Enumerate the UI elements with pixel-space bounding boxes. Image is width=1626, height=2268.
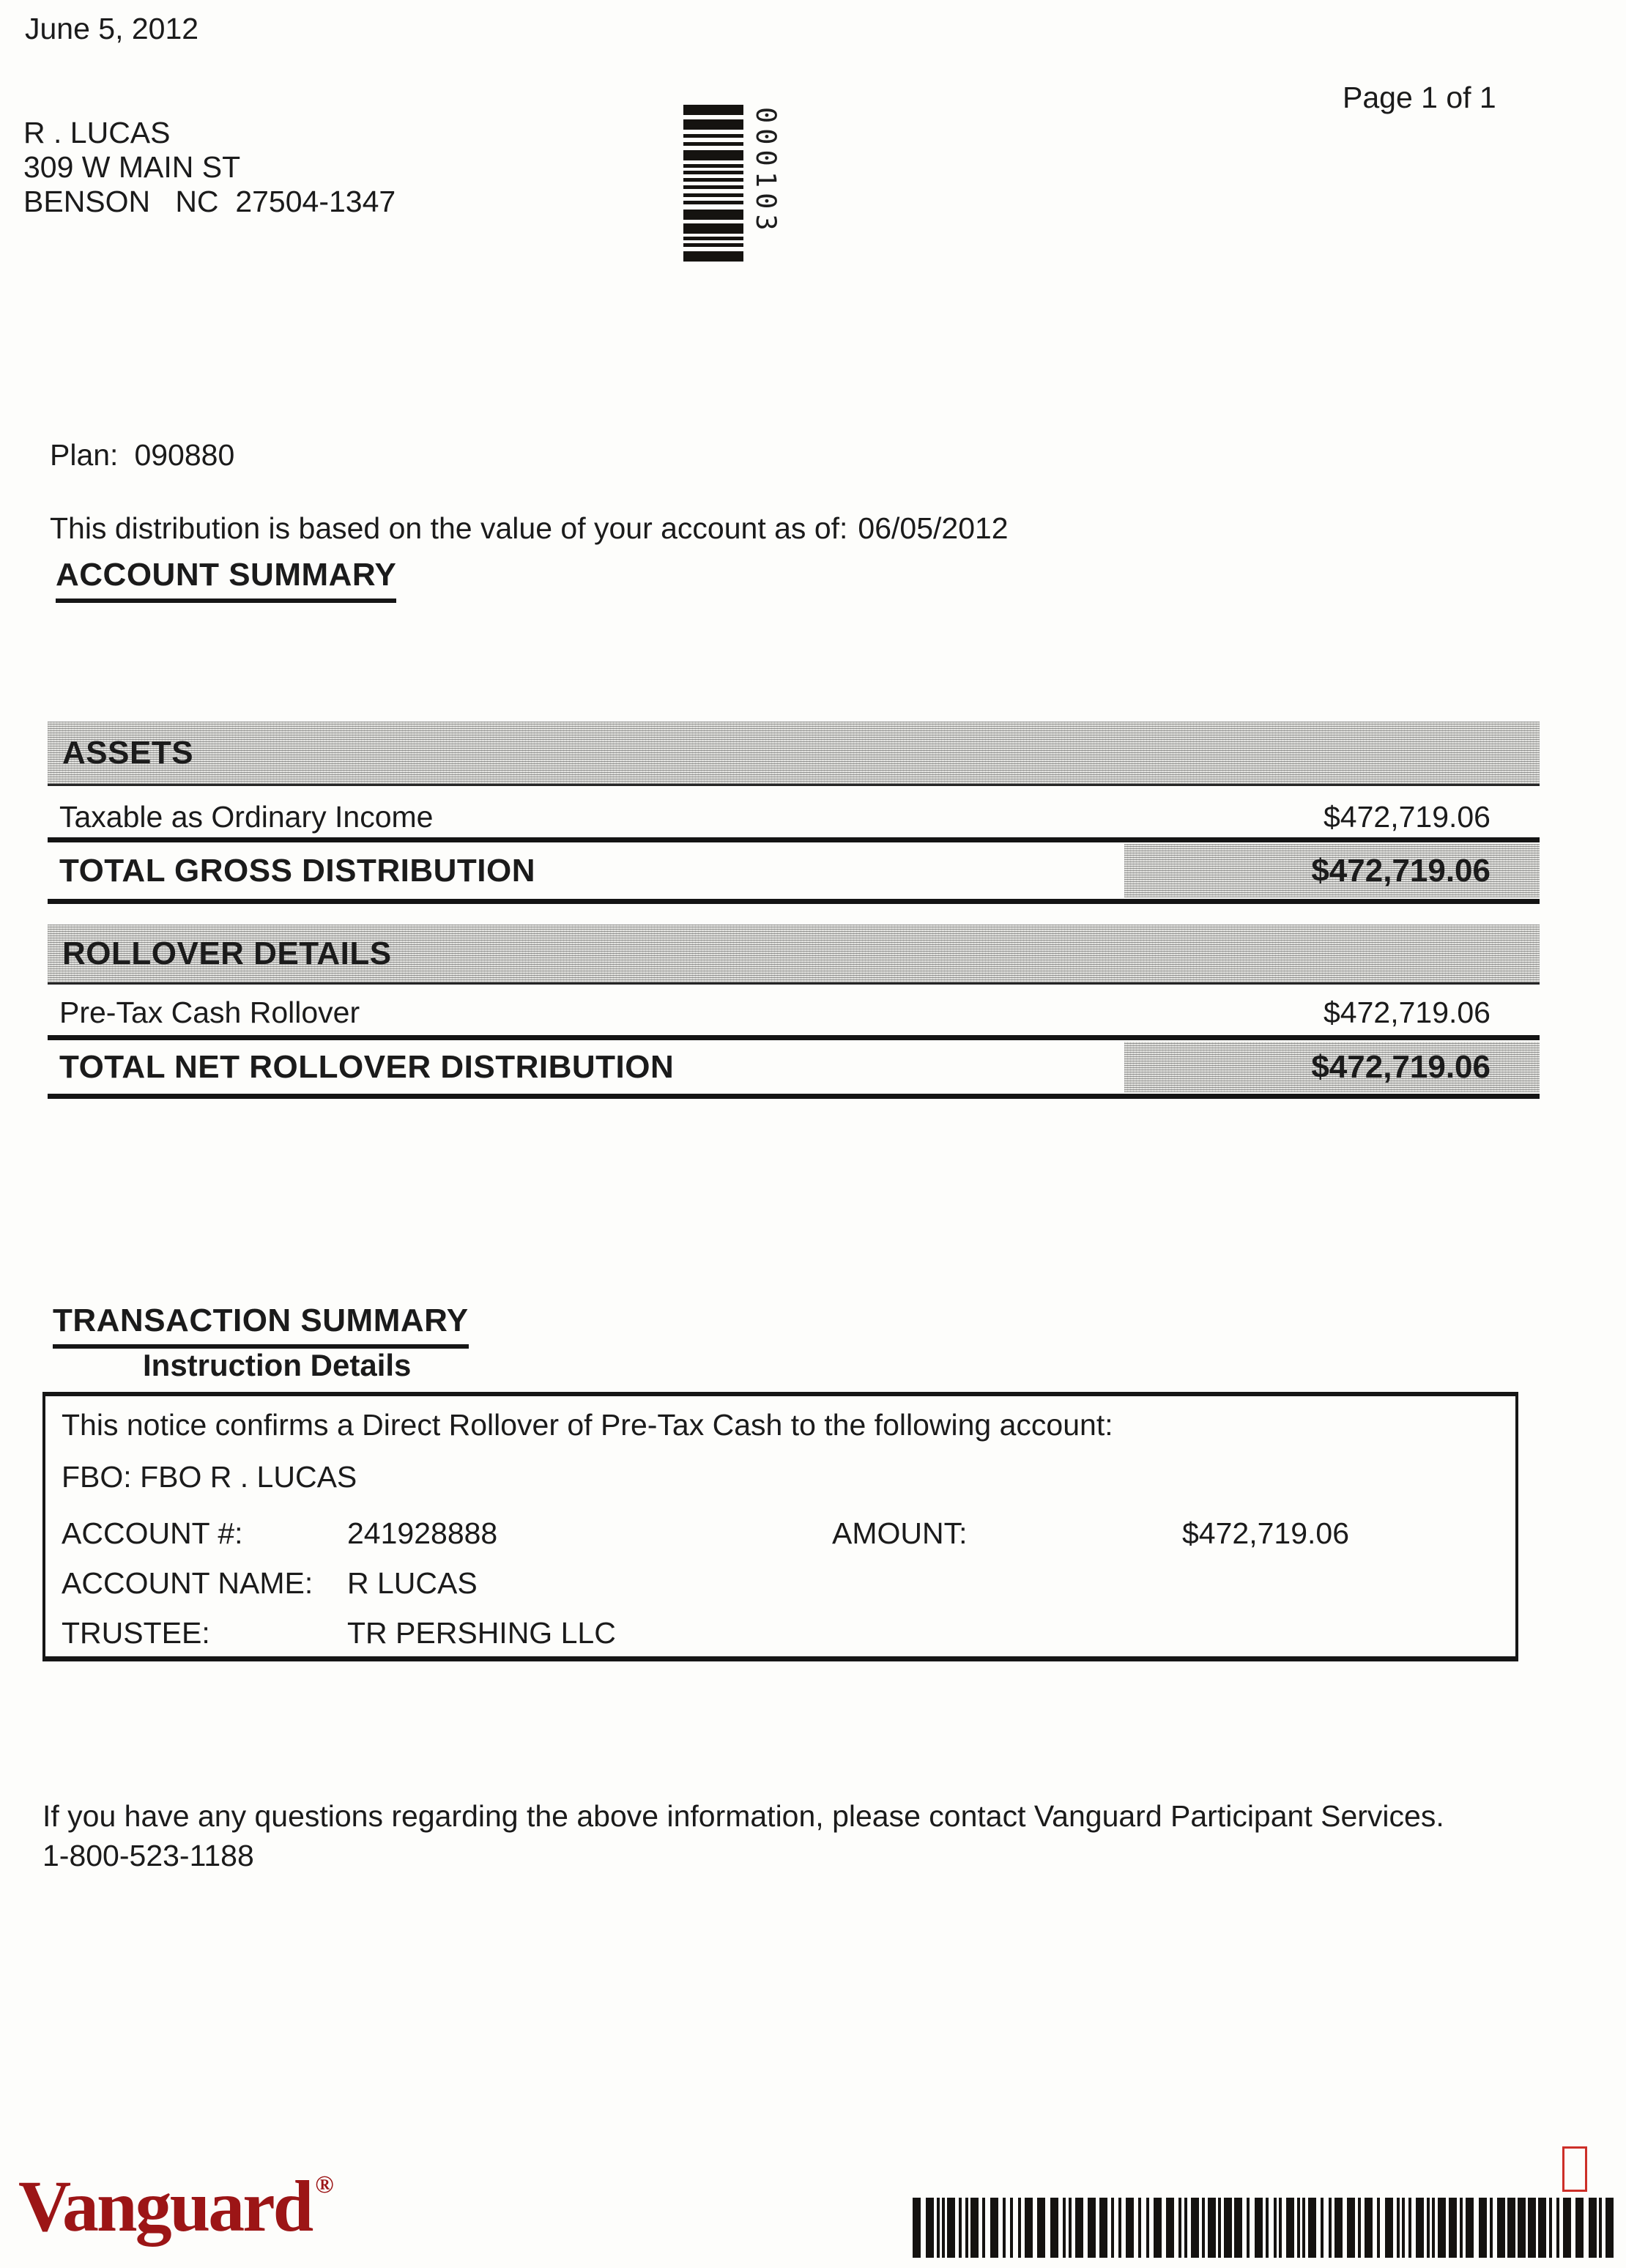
- amount-value: $472,719.06: [1182, 1516, 1350, 1550]
- rollover-header-label: ROLLOVER DETAILS: [62, 935, 392, 971]
- asset-row: [48, 796, 1540, 838]
- fbo-label: FBO: FBO R . LUCAS: [62, 1460, 357, 1494]
- rollover-row: [48, 990, 1540, 1034]
- as-of-label: This distribution is based on the value of your account as of:: [50, 511, 848, 545]
- plan-label: Plan:: [50, 438, 119, 472]
- account-name-label: ACCOUNT NAME:: [62, 1566, 313, 1600]
- recipient-address-block: [23, 116, 396, 219]
- trustee-line: [62, 1616, 1499, 1654]
- total-net-amount: $472,719.06: [1124, 1042, 1540, 1092]
- recipient-street: 309 W MAIN ST: [23, 150, 241, 184]
- fbo-line: [62, 1460, 1499, 1498]
- letter-date: June 5, 2012: [25, 12, 199, 45]
- account-number-line: [62, 1516, 1499, 1554]
- amount-label: AMOUNT:: [832, 1516, 968, 1550]
- rollover-row-label: Pre-Tax Cash Rollover: [59, 996, 360, 1029]
- rollover-section-header: [48, 924, 1540, 985]
- bottom-barcode: [913, 2198, 1622, 2258]
- divider-rule: [48, 1094, 1540, 1099]
- fbo-value: FBO R . LUCAS: [140, 1460, 357, 1494]
- instruction-details-subtitle: Instruction Details: [143, 1348, 412, 1382]
- assets-header-label: ASSETS: [62, 734, 194, 771]
- divider-rule: [48, 899, 1540, 904]
- registered-trademark-icon: ®: [315, 2171, 334, 2198]
- as-of-line: [50, 511, 1009, 546]
- account-number-label: ACCOUNT #:: [62, 1516, 243, 1550]
- trustee-value: TR PERSHING LLC: [347, 1616, 616, 1650]
- plan-line: [50, 438, 234, 472]
- vanguard-logo-text: Vanguard: [18, 2165, 312, 2247]
- recipient-name: R . LUCAS: [23, 116, 171, 149]
- notice-box: [42, 1392, 1518, 1661]
- transaction-summary-title: TRANSACTION SUMMARY: [53, 1302, 469, 1349]
- red-box-mark: [1562, 2146, 1587, 2192]
- recipient-city-line: BENSON NC 27504-1347: [23, 185, 396, 218]
- contact-text: If you have any questions regarding the above information, please contact Vanguard Participant Services.: [42, 1799, 1444, 1833]
- account-number-value: 241928888: [347, 1516, 498, 1550]
- total-net-label: TOTAL NET ROLLOVER DISTRIBUTION: [59, 1048, 675, 1085]
- total-gross-label: TOTAL GROSS DISTRIBUTION: [59, 852, 536, 889]
- plan-number: 090880: [134, 438, 235, 472]
- account-summary-title: ACCOUNT SUMMARY: [56, 557, 396, 603]
- total-net-row: [48, 1040, 1540, 1094]
- asset-row-label: Taxable as Ordinary Income: [59, 800, 434, 834]
- asset-row-amount: $472,719.06: [1323, 800, 1490, 834]
- assets-section-header: [48, 722, 1540, 786]
- divider-rule: [48, 1035, 1540, 1040]
- contact-paragraph: [42, 1796, 1444, 1875]
- as-of-date: 06/05/2012: [858, 511, 1009, 545]
- rollover-row-amount: $472,719.06: [1323, 996, 1490, 1029]
- account-name-value: R LUCAS: [347, 1566, 478, 1600]
- vanguard-wordmark: [18, 2165, 334, 2247]
- mail-barcode-number: 000103: [750, 107, 782, 236]
- mail-barcode: [683, 105, 743, 269]
- divider-rule: [48, 837, 1540, 842]
- notice-text: This notice confirms a Direct Rollover of Pre-Tax Cash to the following account:: [62, 1408, 1113, 1442]
- total-gross-row: [48, 842, 1540, 899]
- phone-number: 1-800-523-1188: [42, 1839, 254, 1872]
- account-name-line: [62, 1566, 1499, 1604]
- page-indicator: Page 1 of 1: [1343, 81, 1496, 114]
- total-gross-amount: $472,719.06: [1124, 844, 1540, 897]
- trustee-label: TRUSTEE:: [62, 1616, 210, 1650]
